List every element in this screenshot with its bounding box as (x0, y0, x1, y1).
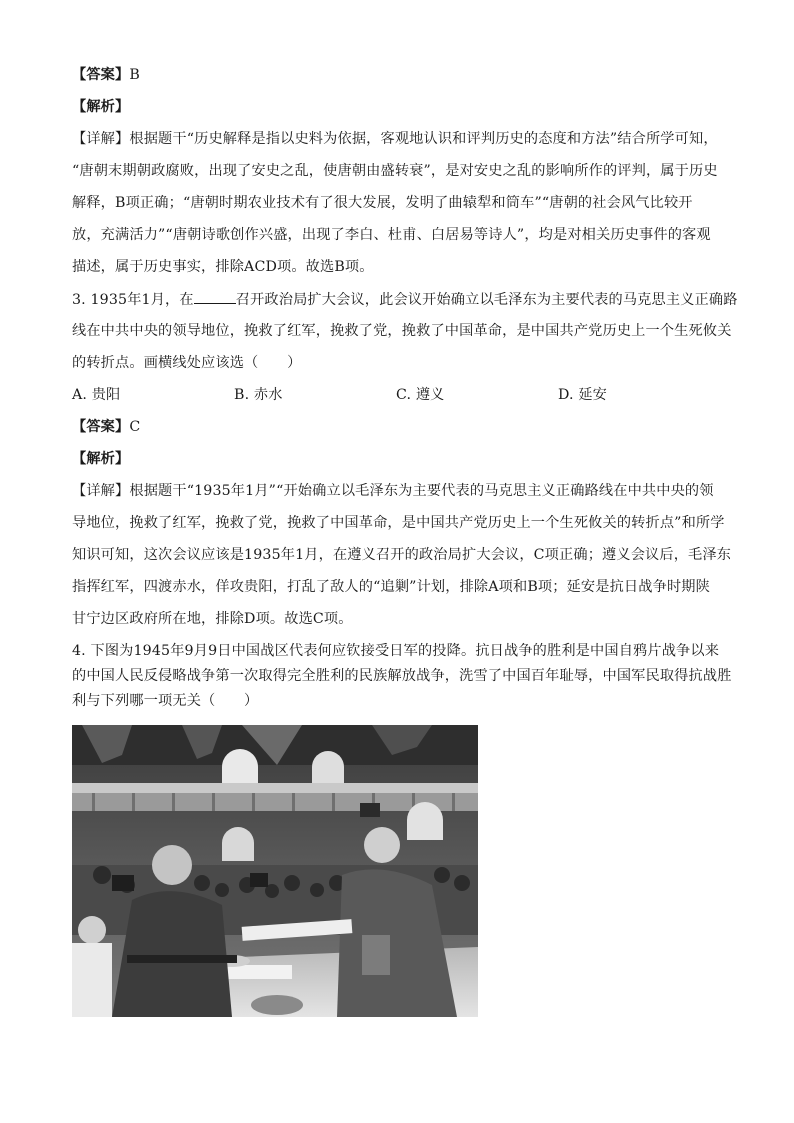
q2-detail-line-3: 解释，B项正确；“唐朝时期农业技术有了很大发展，发明了曲辕犁和筒车”“唐朝的社会风气比较开 (72, 195, 693, 211)
q3-blank (194, 289, 236, 304)
q2-detail-line-2: “唐朝末期朝政腐败，出现了安史之乱，使唐朝由盛转衰”，是对安史之乱的影响所作的评判，属于历史 (72, 163, 718, 179)
q3-detail-line-5: 甘宁边区政府所在地，排除D项。故选C项。 (72, 611, 353, 627)
q3-analysis-tag: 【解析】 (72, 451, 130, 467)
q2-answer-line (72, 65, 732, 85)
q3-answer-value: C (129, 419, 141, 435)
q3-detail-line-1: 【详解】根据题干“1935年1月”“开始确立以毛泽东为主要代表的马克思主义正确路线在中共中央的领 (72, 483, 714, 499)
q3-stem-line-3: 的转折点。画横线处应该选（ ） (72, 355, 302, 371)
q4-stem-line-3: 利与下列哪一项无关（ ） (72, 693, 259, 709)
q3-detail-line-2: 导地位，挽救了红军，挽救了党，挽救了中国革命，是中国共产党历史上一个生死攸关的转折点”和所学 (72, 515, 725, 531)
q2-analysis-tag: 【解析】 (72, 99, 130, 115)
q3-stem-prefix: 3. 1935年1月，在 (72, 292, 194, 308)
q3-detail-line-3: 知识可知，这次会议应该是1935年1月，在遵义召开的政治局扩大会议，C项正确；遵义会议后，毛泽东 (72, 547, 732, 563)
q2-answer-value: B (129, 67, 140, 83)
q2-detail-line-5: 描述，属于历史事实，排除ACD项。故选B项。 (72, 259, 374, 275)
surrender-ceremony-photo (72, 725, 478, 1017)
q2-detail-line-1: 【详解】根据题干“历史解释是指以史料为依据，客观地认识和评判历史的态度和方法”结合所学可知， (72, 131, 718, 147)
q3-stem-line-1 (72, 289, 738, 310)
q4-stem-line-1: 4. 下图为1945年9月9日中国战区代表何应钦接受日军的投降。抗日战争的胜利是中国自鸦片战争以来 (72, 643, 720, 659)
q4-stem-line-2: 的中国人民反侵略战争第一次取得完全胜利的民族解放战争，洗雪了中国百年耻辱，中国军民取得抗战胜 (72, 668, 732, 684)
photo-illustration (72, 725, 478, 1017)
q3-option-d: D. 延安 (558, 387, 608, 403)
q3-option-b: B. 赤水 (234, 387, 283, 403)
q3-detail-line-4: 指挥红军，四渡赤水，佯攻贵阳，打乱了敌人的“追剿”计划，排除A项和B项；延安是抗日战争时期陕 (72, 579, 710, 595)
q3-stem-line-2: 线在中共中央的领导地位，挽救了红军，挽救了党，挽救了中国革命，是中国共产党历史上一个生死攸关 (72, 323, 732, 339)
q2-detail-line-4: 放，充满活力”“唐朝诗歌创作兴盛，出现了李白、杜甫、白居易等诗人”，均是对相关历史事件的客观 (72, 227, 711, 243)
q3-answer-line (72, 417, 732, 437)
q3-stem-suffix: 召开政治局扩大会议，此会议开始确立以毛泽东为主要代表的马克思主义正确路 (235, 292, 738, 308)
q3-answer-tag: 【答案】 (72, 419, 130, 435)
q3-option-a: A. 贵阳 (72, 387, 121, 403)
q2-answer-tag: 【答案】 (72, 67, 130, 83)
q3-option-c: C. 遵义 (396, 387, 445, 403)
